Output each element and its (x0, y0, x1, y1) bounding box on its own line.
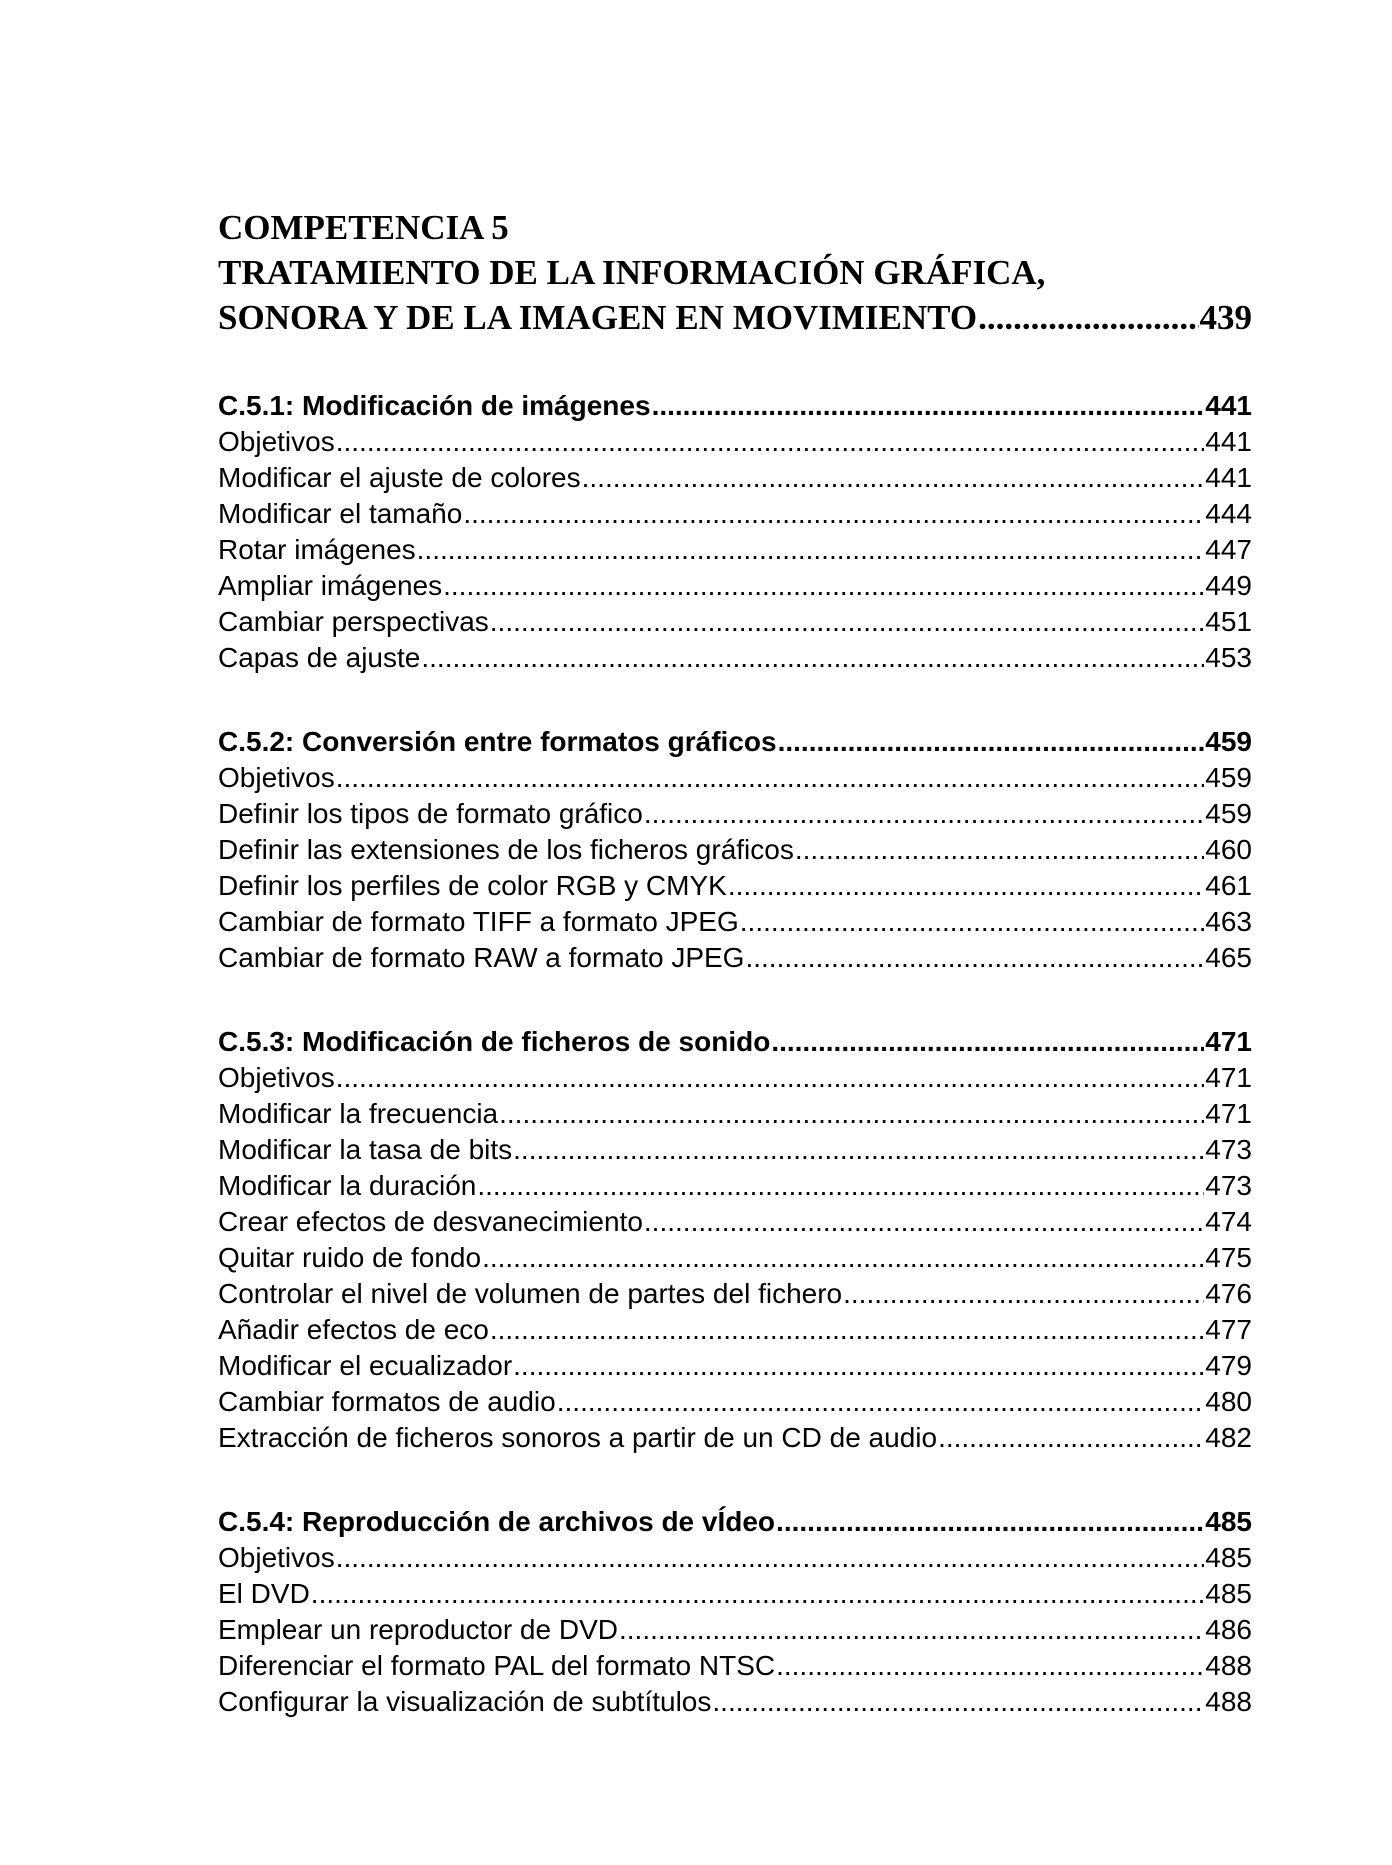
page-number: 471 (1205, 1026, 1252, 1057)
toc-entry[interactable] (218, 1540, 1252, 1576)
toc-entry[interactable] (218, 1684, 1252, 1720)
toc-entry[interactable] (218, 1168, 1252, 1204)
entry-title: Emplear un reproductor de DVD (218, 1614, 618, 1645)
toc-section-heading[interactable] (218, 388, 1252, 424)
toc-entry[interactable] (218, 1060, 1252, 1096)
dot-leader (740, 904, 1205, 940)
dot-leader (482, 1240, 1204, 1276)
toc-entry[interactable] (218, 1420, 1252, 1456)
entry-title: Cambiar de formato TIFF a formato JPEG (218, 906, 739, 937)
toc-entry[interactable] (218, 1240, 1252, 1276)
toc-entry[interactable] (218, 940, 1252, 976)
dot-leader (776, 1504, 1204, 1540)
dot-leader (776, 1648, 1204, 1684)
toc-entry[interactable] (218, 904, 1252, 940)
entry-title: Objetivos (218, 426, 335, 457)
page-number: 441 (1205, 462, 1252, 493)
toc-entry[interactable] (218, 532, 1252, 568)
dot-leader (745, 940, 1204, 976)
entry-title: Objetivos (218, 1062, 335, 1093)
competencia-entry[interactable] (218, 295, 1252, 340)
page-number: 451 (1205, 606, 1252, 637)
page-number: 461 (1205, 870, 1252, 901)
page-number: 441 (1205, 426, 1252, 457)
entry-title: C.5.3: Modificación de ficheros de sonido (218, 1026, 771, 1057)
page-number: 447 (1205, 534, 1252, 565)
toc-entry[interactable] (218, 1096, 1252, 1132)
competencia-subtitle-line: TRATAMIENTO DE LA INFORMACIÓN GRÁFICA, (218, 253, 1046, 292)
page-number: 471 (1205, 1098, 1252, 1129)
dot-leader (336, 424, 1205, 460)
page-number: 480 (1205, 1386, 1252, 1417)
entry-title: Objetivos (218, 762, 335, 793)
page-number: 476 (1205, 1278, 1252, 1309)
entry-title: Extracción de ficheros sonoros a partir de un CD de audio (218, 1422, 938, 1453)
dot-leader (652, 388, 1205, 424)
toc-entry[interactable] (218, 1612, 1252, 1648)
entry-title: Cambiar formatos de audio (218, 1386, 556, 1417)
toc-entry[interactable] (218, 1132, 1252, 1168)
dot-leader (644, 1204, 1204, 1240)
dot-leader (619, 1612, 1204, 1648)
dot-leader (477, 1168, 1204, 1204)
entry-title: Capas de ajuste (218, 642, 421, 673)
entry-title: Diferenciar el formato PAL del formato NTSC (218, 1650, 776, 1681)
entry-title: Modificar el tamaño (218, 498, 463, 529)
toc-entry[interactable] (218, 832, 1252, 868)
entry-title: Crear efectos de desvanecimiento (218, 1206, 643, 1237)
entry-title: Definir los perfiles de color RGB y CMYK (218, 870, 727, 901)
page-number: 460 (1205, 834, 1252, 865)
dot-leader (499, 1096, 1204, 1132)
page-number: 449 (1205, 570, 1252, 601)
entry-title: Definir los tipos de formato gráfico (218, 798, 643, 829)
dot-leader (490, 604, 1205, 640)
dot-leader (463, 496, 1204, 532)
page-number: 475 (1205, 1242, 1252, 1273)
toc-section-c54 (218, 1504, 1252, 1720)
entry-title: Rotar imágenes (218, 534, 416, 565)
entry-title: Definir las extensiones de los ficheros gráficos (218, 834, 794, 865)
page-number: 485 (1205, 1578, 1252, 1609)
dot-leader (443, 568, 1204, 604)
page-number: 485 (1205, 1506, 1252, 1537)
toc-section-heading[interactable] (218, 1024, 1252, 1060)
page-number: 482 (1205, 1422, 1252, 1453)
page-number: 441 (1205, 390, 1252, 421)
page-number: 463 (1205, 906, 1252, 937)
toc-section-c52 (218, 724, 1252, 976)
entry-title: C.5.4: Reproducción de archivos de vÍdeo (218, 1506, 776, 1537)
page-number: 444 (1205, 498, 1252, 529)
dot-leader (795, 832, 1204, 868)
dot-leader (311, 1576, 1204, 1612)
dot-leader (771, 1024, 1204, 1060)
toc-section-c51 (218, 388, 1252, 676)
page-number: 471 (1205, 1062, 1252, 1093)
toc-section-heading[interactable] (218, 724, 1252, 760)
toc-entry[interactable] (218, 1648, 1252, 1684)
toc-entry[interactable] (218, 1204, 1252, 1240)
entry-title: Ampliar imágenes (218, 570, 443, 601)
toc-entry[interactable] (218, 1576, 1252, 1612)
dot-leader (582, 460, 1205, 496)
page-number: 477 (1205, 1314, 1252, 1345)
page-number: 488 (1205, 1686, 1252, 1717)
entry-title: Modificar el ecualizador (218, 1350, 513, 1381)
toc-entry[interactable] (218, 760, 1252, 796)
page-number: 488 (1205, 1650, 1252, 1681)
toc-entry[interactable] (218, 640, 1252, 676)
page-number: 479 (1205, 1350, 1252, 1381)
entry-title: Configurar la visualización de subtítulos (218, 1686, 712, 1717)
toc-entry[interactable] (218, 868, 1252, 904)
dot-leader (712, 1684, 1204, 1720)
page-number: 439 (1199, 298, 1252, 337)
page-number: 459 (1205, 726, 1252, 757)
dot-leader (843, 1276, 1204, 1312)
dot-leader (644, 796, 1204, 832)
entry-title: Añadir efectos de eco (218, 1314, 489, 1345)
page-number: 465 (1205, 942, 1252, 973)
dot-leader (513, 1132, 1204, 1168)
entry-title: Objetivos (218, 1542, 335, 1573)
toc-entry[interactable] (218, 568, 1252, 604)
page-number: 474 (1205, 1206, 1252, 1237)
competencia-heading (218, 205, 1252, 340)
entry-title: Cambiar de formato RAW a formato JPEG (218, 942, 745, 973)
dot-leader (938, 1420, 1204, 1456)
dot-leader (336, 760, 1205, 796)
entry-title: Modificar la frecuencia (218, 1098, 499, 1129)
dot-leader (778, 724, 1205, 760)
dot-leader (490, 1312, 1204, 1348)
toc-section-c53 (218, 1024, 1252, 1456)
toc-entry[interactable] (218, 496, 1252, 532)
dot-leader (336, 1540, 1205, 1576)
dot-leader (421, 640, 1204, 676)
toc-entry[interactable] (218, 1276, 1252, 1312)
dot-leader (557, 1384, 1205, 1420)
toc-page (218, 205, 1252, 1720)
toc-section-heading[interactable] (218, 1504, 1252, 1540)
entry-title: Modificar la tasa de bits (218, 1134, 513, 1165)
page-number: 459 (1205, 762, 1252, 793)
dot-leader (978, 295, 1198, 340)
entry-title: Quitar ruido de fondo (218, 1242, 482, 1273)
toc-entry[interactable] (218, 1348, 1252, 1384)
entry-title: El DVD (218, 1578, 310, 1609)
page-number: 473 (1205, 1170, 1252, 1201)
toc-entry[interactable] (218, 796, 1252, 832)
toc-entry[interactable] (218, 424, 1252, 460)
toc-entry[interactable] (218, 604, 1252, 640)
toc-entry[interactable] (218, 1312, 1252, 1348)
page-number: 459 (1205, 798, 1252, 829)
toc-entry[interactable] (218, 1384, 1252, 1420)
entry-title: Controlar el nivel de volumen de partes del fichero (218, 1278, 843, 1309)
entry-title: Modificar el ajuste de colores (218, 462, 581, 493)
entry-title: Cambiar perspectivas (218, 606, 489, 637)
competencia-subtitle-line: SONORA Y DE LA IMAGEN EN MOVIMIENTO (218, 298, 978, 337)
dot-leader (336, 1060, 1205, 1096)
entry-title: C.5.1: Modificación de imágenes (218, 390, 651, 421)
page-number: 485 (1205, 1542, 1252, 1573)
toc-entry[interactable] (218, 460, 1252, 496)
dot-leader (728, 868, 1204, 904)
competencia-title: COMPETENCIA 5 (218, 208, 509, 247)
page-number: 473 (1205, 1134, 1252, 1165)
dot-leader (417, 532, 1205, 568)
entry-title: C.5.2: Conversión entre formatos gráficos (218, 726, 777, 757)
entry-title: Modificar la duración (218, 1170, 477, 1201)
page-number: 453 (1205, 642, 1252, 673)
page-number: 486 (1205, 1614, 1252, 1645)
dot-leader (513, 1348, 1204, 1384)
